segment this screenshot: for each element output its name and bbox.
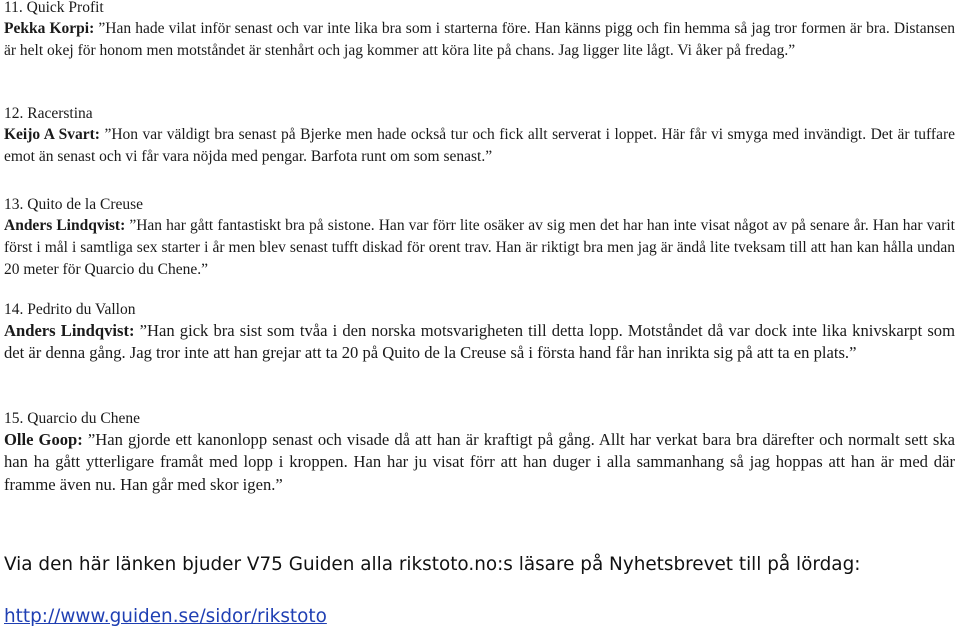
section-racerstina: [4, 104, 955, 168]
speaker-name: Anders Lindqvist:: [4, 321, 135, 340]
comment-paragraph: [4, 124, 955, 168]
comment-quote: ”Han gick bra sist som tvåa i den norska motsvarigheten till detta lopp. Motståndet då var dock inte lika knivskarpt som det är denna gång. Jag tror inte att han grejar att ta 20 på Quito de la Creuse så i första hand får han inrikta sig på att ta en plats.”: [4, 321, 955, 363]
section-quito-de-la-creuse: [4, 195, 955, 281]
section-quick-profit: [4, 0, 955, 62]
speaker-name: Olle Goop:: [4, 430, 83, 449]
speaker-name: Anders Lindqvist:: [4, 217, 126, 234]
comment-quote: ”Han gjorde ett kanonlopp senast och visade då att han är kraftigt på gång. Allt har verkat bara bra därefter och normalt sett ska han ha gått ytterligare framåt med lopp i kroppen. Han har ju visat förr att han duger i alla sammanhang så jag hoppas att han är med där framme även nu. Han går med skor igen.”: [4, 430, 956, 494]
comment-quote: ”Hon var väldigt bra senast på Bjerke men hade också tur och fick allt serverat i loppet. Här får vi smyga med invändigt. Det är tuffare emot än senast och vi får vara nöjda med pengar. Barfota runt om som senast.”: [4, 126, 956, 165]
comment-paragraph: [4, 215, 955, 281]
section-title: 12. Racerstina: [4, 105, 93, 122]
comment-paragraph: [4, 18, 955, 62]
comment-paragraph: [4, 429, 955, 496]
comment-paragraph: [4, 320, 955, 365]
comment-quote: ”Han har gått fantastiskt bra på sistone. Han var förr lite osäker av sig men det har han inte visat något av på senare år. Han har varit först i mål i samtliga sex starter i år men blev senast tufft diskad för orent trav. Han är riktigt bra men jag är ändå lite tveksam till att han kan hålla undan 20 meter för Quarcio du Chene.”: [4, 217, 955, 278]
section-title: 11. Quick Profit: [4, 0, 104, 16]
speaker-name: Pekka Korpi:: [4, 20, 95, 37]
section-pedrito-du-vallon: [4, 300, 955, 365]
newsletter-text: Via den här länken bjuder V75 Guiden alla rikstoto.no:s läsare på Nyhetsbrevet till på lördag:: [4, 554, 861, 575]
speaker-name: Keijo A Svart:: [4, 126, 100, 143]
section-title: 13. Quito de la Creuse: [4, 196, 144, 213]
guiden-link[interactable]: http://www.guiden.se/sidor/rikstoto: [4, 606, 327, 627]
section-title: 14. Pedrito du Vallon: [4, 301, 136, 318]
section-quarcio-du-chene: [4, 409, 955, 496]
comment-quote: ”Han hade vilat inför senast och var inte lika bra som i starterna före. Han känns pigg och fin hemma så jag tror formen är bra. Distansen är helt okej för honom men motståndet är stenhårt och jag kommer att köra lite på chans. Jag ligger lite lågt. Vi åker på fredag.”: [4, 20, 956, 59]
section-title: 15. Quarcio du Chene: [4, 410, 141, 427]
